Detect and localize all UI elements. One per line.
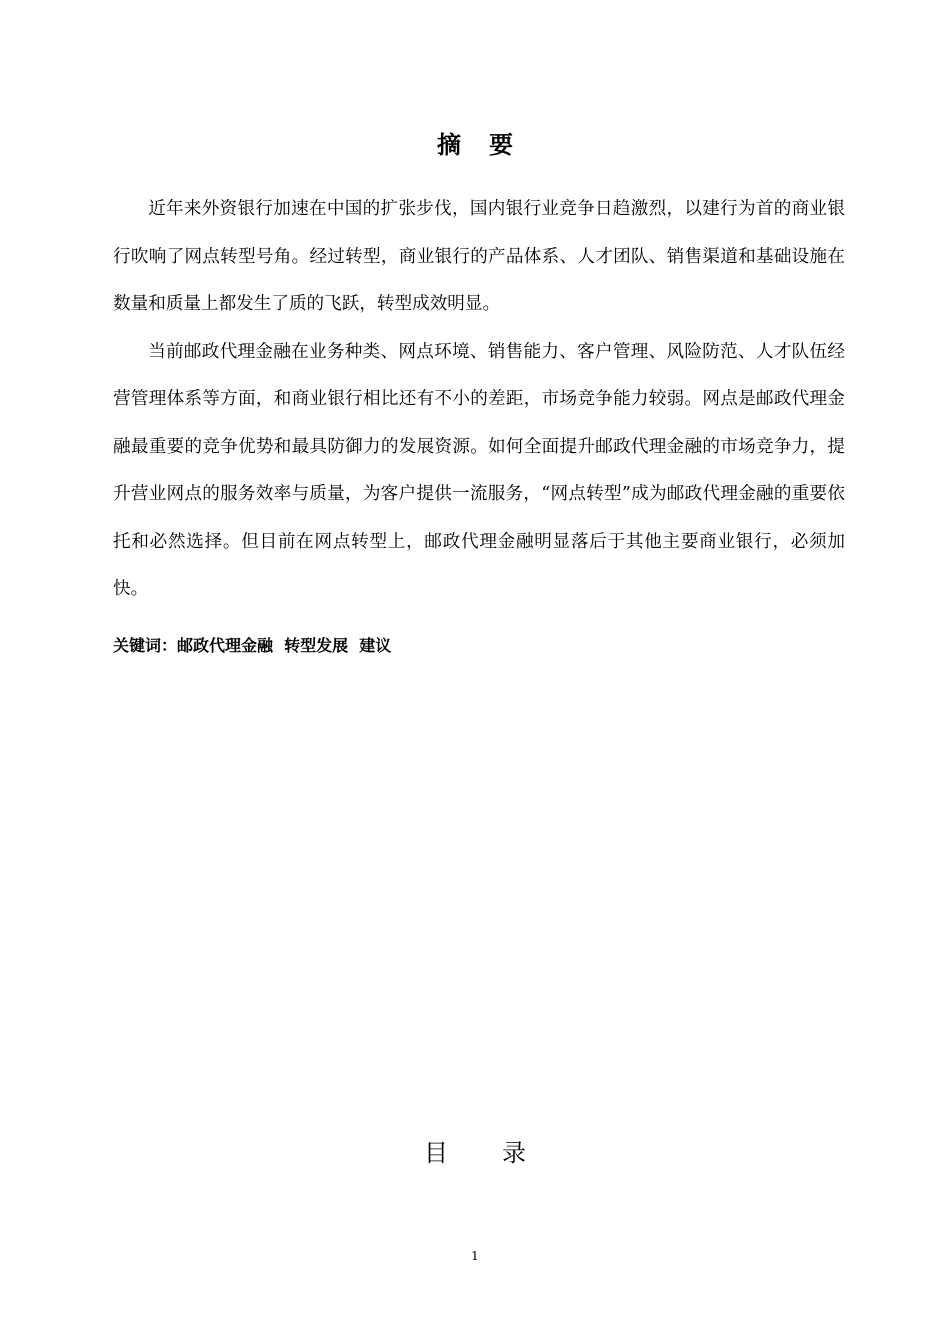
abstract-paragraph: 当前邮政代理金融在业务种类、网点环境、销售能力、客户管理、风险防范、人才队伍经营管理体系等方面，和商业银行相比还有不小的差距，市场竞争能力较弱。网点是邮政代理金融最重要的竞争优势和最具防御力的发展资源。如何全面提升邮政代理金融的市场竞争力，提升营业网点的服务效率与质量，为客户提供一流服务，“网点转型”成为邮政代理金融的重要依托和必然选择。但目前在网点转型上，邮政代理金融明显落后于其他主要商业银行，必须加快。 (113, 341, 845, 599)
abstract-title: 摘要 (437, 131, 541, 159)
abstract-paragraph: 近年来外资银行加速在中国的扩张步伐，国内银行业竞争日趋激烈，以建行为首的商业银行吹响了网点转型号角。经过转型，商业银行的产品体系、人才团队、销售渠道和基础设施在数量和质量上都发生了质的飞跃，转型成效明显。 (113, 199, 845, 314)
abstract-body (113, 186, 845, 614)
toc-title: 目录 (424, 1139, 580, 1167)
keywords-line: 关键词：邮政代理金融 转型发展 建议 (113, 636, 392, 655)
page-number: 1 (471, 1249, 479, 1263)
